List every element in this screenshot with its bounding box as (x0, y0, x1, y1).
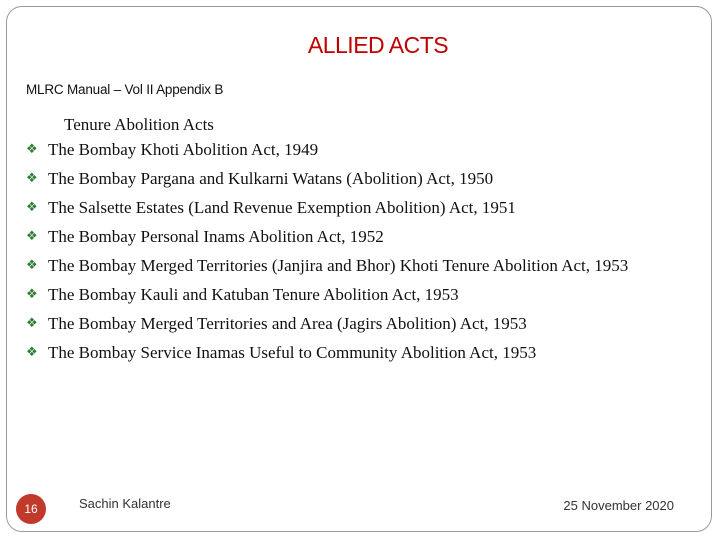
list-item-text: The Bombay Merged Territories and Area (Jagirs Abolition) Act, 1953 (48, 314, 527, 333)
list-item (26, 312, 702, 336)
slide-subtitle: MLRC Manual – Vol II Appendix B (26, 82, 224, 97)
list-item (26, 225, 702, 249)
list-item-text: The Salsette Estates (Land Revenue Exemption Abolition) Act, 1951 (48, 198, 516, 217)
checkmark-bullet-icon: ❖ (26, 258, 38, 273)
list-item (26, 196, 702, 220)
list-item-text: The Bombay Personal Inams Abolition Act, 1952 (48, 227, 384, 246)
checkmark-bullet-icon: ❖ (26, 316, 38, 331)
list-item-text: The Bombay Khoti Abolition Act, 1949 (48, 140, 319, 159)
list-item (26, 254, 702, 278)
list-item (26, 138, 702, 162)
list-item-text: The Bombay Pargana and Kulkarni Watans (Abolition) Act, 1950 (48, 169, 494, 188)
section-heading: Tenure Abolition Acts (64, 115, 214, 134)
list-item-text: The Bombay Kauli and Katuban Tenure Abolition Act, 1953 (48, 285, 459, 304)
list-item (26, 283, 702, 307)
checkmark-bullet-icon: ❖ (26, 171, 38, 186)
list-item-text: The Bombay Merged Territories (Janjira and Bhor) Khoti Tenure Abolition Act, 1953 (48, 256, 629, 275)
acts-list (26, 112, 702, 370)
checkmark-bullet-icon: ❖ (26, 200, 38, 215)
checkmark-bullet-icon: ❖ (26, 345, 38, 360)
list-item-text: The Bombay Service Inamas Useful to Community Abolition Act, 1953 (48, 343, 537, 362)
footer-date: 25 November 2020 (563, 498, 674, 513)
page-number-badge: 16 (16, 494, 46, 524)
checkmark-bullet-icon: ❖ (26, 287, 38, 302)
list-item (26, 167, 702, 191)
list-item (26, 341, 702, 365)
checkmark-bullet-icon: ❖ (26, 142, 38, 157)
footer-author: Sachin Kalantre (79, 496, 171, 511)
checkmark-bullet-icon: ❖ (26, 229, 38, 244)
slide-title: ALLIED ACTS (307, 32, 449, 58)
